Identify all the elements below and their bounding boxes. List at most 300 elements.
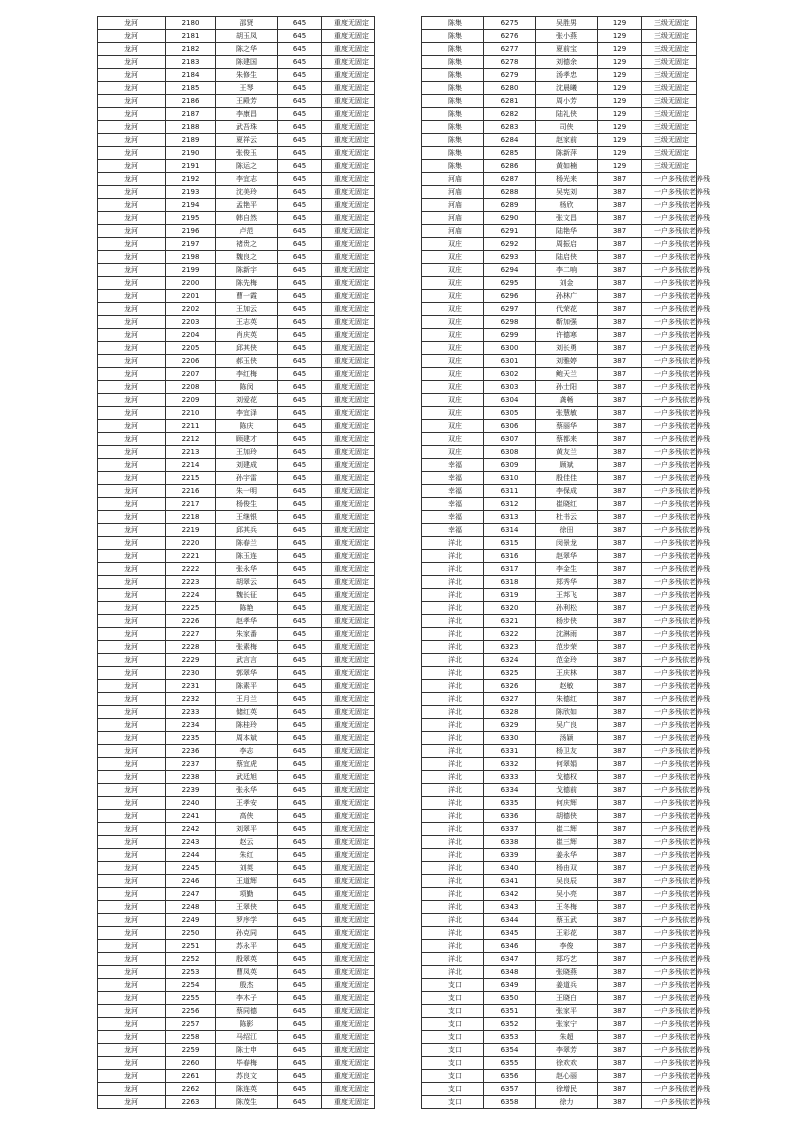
id-cell: 2195 [166, 212, 216, 225]
category-cell: 重度无固定 [322, 108, 375, 121]
id-cell: 2250 [166, 927, 216, 940]
category-cell: 三级无固定 [642, 82, 697, 95]
amount-cell: 129 [598, 17, 642, 30]
table-row [422, 1031, 697, 1044]
category-cell: 一户多残依老养残 [642, 1070, 697, 1083]
amount-cell: 645 [278, 69, 322, 82]
name-cell: 徐增民 [536, 1083, 598, 1096]
id-cell: 2210 [166, 407, 216, 420]
category-cell: 一户多残依老养残 [642, 199, 697, 212]
name-cell: 王翠侠 [216, 901, 278, 914]
amount-cell: 387 [598, 524, 642, 537]
amount-cell: 645 [278, 550, 322, 563]
amount-cell: 387 [598, 1096, 642, 1109]
town-cell: 洋北 [422, 784, 484, 797]
town-cell: 龙河 [98, 888, 166, 901]
amount-cell: 645 [278, 225, 322, 238]
table-row [422, 537, 697, 550]
amount-cell: 387 [598, 927, 642, 940]
category-cell: 一户多残依老养残 [642, 212, 697, 225]
category-cell: 重度无固定 [322, 381, 375, 394]
table-row [422, 927, 697, 940]
table-row [98, 745, 375, 758]
amount-cell: 645 [278, 719, 322, 732]
table-row [98, 576, 375, 589]
id-cell: 2182 [166, 43, 216, 56]
id-cell: 2223 [166, 576, 216, 589]
amount-cell: 387 [598, 550, 642, 563]
town-cell: 洋北 [422, 628, 484, 641]
id-cell: 6337 [484, 823, 536, 836]
table-row [422, 758, 697, 771]
category-cell: 重度无固定 [322, 95, 375, 108]
id-cell: 6329 [484, 719, 536, 732]
name-cell: 刘金 [536, 277, 598, 290]
category-cell: 重度无固定 [322, 121, 375, 134]
id-cell: 2254 [166, 979, 216, 992]
category-cell: 重度无固定 [322, 420, 375, 433]
id-cell: 6275 [484, 17, 536, 30]
category-cell: 一户多残依老养残 [642, 979, 697, 992]
category-cell: 重度无固定 [322, 550, 375, 563]
category-cell: 一户多残依老养残 [642, 953, 697, 966]
amount-cell: 645 [278, 329, 322, 342]
category-cell: 重度无固定 [322, 1057, 375, 1070]
category-cell: 重度无固定 [322, 498, 375, 511]
category-cell: 重度无固定 [322, 524, 375, 537]
table-row [422, 966, 697, 979]
name-cell: 李康昌 [216, 108, 278, 121]
name-cell: 陈艳 [216, 602, 278, 615]
id-cell: 6327 [484, 693, 536, 706]
town-cell: 龙河 [98, 771, 166, 784]
amount-cell: 387 [598, 823, 642, 836]
amount-cell: 645 [278, 732, 322, 745]
amount-cell: 645 [278, 706, 322, 719]
town-cell: 幸福 [422, 485, 484, 498]
amount-cell: 645 [278, 693, 322, 706]
table-row [422, 342, 697, 355]
table-row [422, 1018, 697, 1031]
id-cell: 2251 [166, 940, 216, 953]
table-row [98, 901, 375, 914]
amount-cell: 387 [598, 641, 642, 654]
amount-cell: 387 [598, 173, 642, 186]
town-cell: 洋北 [422, 615, 484, 628]
amount-cell: 645 [278, 1005, 322, 1018]
amount-cell: 645 [278, 173, 322, 186]
name-cell: 朱修生 [216, 69, 278, 82]
table-row [422, 69, 697, 82]
town-cell: 龙河 [98, 381, 166, 394]
table-row [422, 199, 697, 212]
category-cell: 重度无固定 [322, 303, 375, 316]
category-cell: 一户多残依老养残 [642, 238, 697, 251]
amount-cell: 387 [598, 914, 642, 927]
name-cell: 吴胜男 [536, 17, 598, 30]
table-row [98, 680, 375, 693]
table-row [98, 836, 375, 849]
table-row [98, 862, 375, 875]
amount-cell: 387 [598, 407, 642, 420]
town-cell: 龙河 [98, 706, 166, 719]
category-cell: 三级无固定 [642, 147, 697, 160]
id-cell: 2230 [166, 667, 216, 680]
table-row [422, 1070, 697, 1083]
amount-cell: 387 [598, 888, 642, 901]
name-cell: 李翠芳 [536, 1044, 598, 1057]
amount-cell: 645 [278, 823, 322, 836]
id-cell: 2212 [166, 433, 216, 446]
id-cell: 6325 [484, 667, 536, 680]
id-cell: 2217 [166, 498, 216, 511]
table-row [422, 888, 697, 901]
id-cell: 6342 [484, 888, 536, 901]
town-cell: 龙河 [98, 420, 166, 433]
table-row [422, 1005, 697, 1018]
category-cell: 重度无固定 [322, 927, 375, 940]
amount-cell: 645 [278, 56, 322, 69]
name-cell: 徐欢欢 [536, 1057, 598, 1070]
id-cell: 6308 [484, 446, 536, 459]
name-cell: 武廷旭 [216, 771, 278, 784]
amount-cell: 645 [278, 472, 322, 485]
amount-cell: 387 [598, 433, 642, 446]
town-cell: 双庄 [422, 355, 484, 368]
category-cell: 重度无固定 [322, 290, 375, 303]
name-cell: 周本斌 [216, 732, 278, 745]
name-cell: 刘雅婷 [536, 355, 598, 368]
amount-cell: 645 [278, 121, 322, 134]
category-cell: 三级无固定 [642, 43, 697, 56]
name-cell: 刘建成 [216, 459, 278, 472]
category-cell: 一户多残依老养残 [642, 225, 697, 238]
name-cell: 蔡丽华 [536, 420, 598, 433]
category-cell: 重度无固定 [322, 732, 375, 745]
category-cell: 一户多残依老养残 [642, 381, 697, 394]
town-cell: 支口 [422, 1044, 484, 1057]
id-cell: 6294 [484, 264, 536, 277]
name-cell: 蔡玉武 [536, 914, 598, 927]
town-cell: 洋北 [422, 836, 484, 849]
town-cell: 龙河 [98, 693, 166, 706]
name-cell: 许德寒 [536, 329, 598, 342]
category-cell: 重度无固定 [322, 82, 375, 95]
name-cell: 殷杰 [216, 979, 278, 992]
town-cell: 陈集 [422, 160, 484, 173]
name-cell: 张文昌 [536, 212, 598, 225]
amount-cell: 645 [278, 186, 322, 199]
table-row [422, 355, 697, 368]
amount-cell: 387 [598, 1057, 642, 1070]
id-cell: 6317 [484, 563, 536, 576]
town-cell: 龙河 [98, 121, 166, 134]
category-cell: 一户多残依老养残 [642, 992, 697, 1005]
town-cell: 龙河 [98, 927, 166, 940]
amount-cell: 645 [278, 355, 322, 368]
name-cell: 魏良之 [216, 251, 278, 264]
name-cell: 张小燕 [536, 30, 598, 43]
name-cell: 王月兰 [216, 693, 278, 706]
category-cell: 重度无固定 [322, 537, 375, 550]
name-cell: 王彩花 [536, 927, 598, 940]
category-cell: 重度无固定 [322, 914, 375, 927]
table-row [422, 836, 697, 849]
town-cell: 洋北 [422, 654, 484, 667]
name-cell: 赵敏 [536, 680, 598, 693]
id-cell: 2243 [166, 836, 216, 849]
id-cell: 6298 [484, 316, 536, 329]
category-cell: 一户多残依老养残 [642, 758, 697, 771]
amount-cell: 387 [598, 303, 642, 316]
town-cell: 龙河 [98, 992, 166, 1005]
category-cell: 一户多残依老养残 [642, 966, 697, 979]
town-cell: 陈集 [422, 69, 484, 82]
name-cell: 李二响 [536, 264, 598, 277]
category-cell: 重度无固定 [322, 576, 375, 589]
amount-cell: 387 [598, 563, 642, 576]
town-cell: 双庄 [422, 342, 484, 355]
category-cell: 重度无固定 [322, 43, 375, 56]
name-cell: 李保成 [536, 485, 598, 498]
town-cell: 双庄 [422, 264, 484, 277]
category-cell: 一户多残依老养残 [642, 888, 697, 901]
category-cell: 重度无固定 [322, 771, 375, 784]
table-row [98, 849, 375, 862]
id-cell: 2197 [166, 238, 216, 251]
id-cell: 2194 [166, 199, 216, 212]
amount-cell: 645 [278, 576, 322, 589]
amount-cell: 645 [278, 771, 322, 784]
category-cell: 重度无固定 [322, 1031, 375, 1044]
id-cell: 6334 [484, 784, 536, 797]
table-row [422, 160, 697, 173]
table-row [98, 667, 375, 680]
id-cell: 2227 [166, 628, 216, 641]
town-cell: 洋北 [422, 758, 484, 771]
category-cell: 重度无固定 [322, 160, 375, 173]
id-cell: 6343 [484, 901, 536, 914]
id-cell: 2181 [166, 30, 216, 43]
amount-cell: 387 [598, 1044, 642, 1057]
table-row [422, 212, 697, 225]
id-cell: 6324 [484, 654, 536, 667]
table-row [98, 1005, 375, 1018]
name-cell: 马绍江 [216, 1031, 278, 1044]
table-row [422, 602, 697, 615]
id-cell: 6302 [484, 368, 536, 381]
category-cell: 重度无固定 [322, 888, 375, 901]
amount-cell: 645 [278, 511, 322, 524]
amount-cell: 387 [598, 355, 642, 368]
category-cell: 一户多残依老养残 [642, 576, 697, 589]
category-cell: 重度无固定 [322, 849, 375, 862]
table-row [422, 706, 697, 719]
table-row [98, 199, 375, 212]
id-cell: 6353 [484, 1031, 536, 1044]
id-cell: 6322 [484, 628, 536, 641]
town-cell: 龙河 [98, 1070, 166, 1083]
id-cell: 2214 [166, 459, 216, 472]
category-cell: 重度无固定 [322, 264, 375, 277]
amount-cell: 387 [598, 186, 642, 199]
town-cell: 双庄 [422, 368, 484, 381]
category-cell: 重度无固定 [322, 589, 375, 602]
category-cell: 一户多残依老养残 [642, 446, 697, 459]
amount-cell: 645 [278, 134, 322, 147]
amount-cell: 387 [598, 316, 642, 329]
name-cell: 杜书云 [536, 511, 598, 524]
id-cell: 6284 [484, 134, 536, 147]
category-cell: 重度无固定 [322, 1005, 375, 1018]
town-cell: 龙河 [98, 212, 166, 225]
table-row [422, 771, 697, 784]
town-cell: 龙河 [98, 914, 166, 927]
town-cell: 幸福 [422, 498, 484, 511]
table-row [98, 342, 375, 355]
table-row [98, 654, 375, 667]
town-cell: 洋北 [422, 966, 484, 979]
category-cell: 重度无固定 [322, 30, 375, 43]
table-row [98, 628, 375, 641]
name-cell: 夏祥云 [216, 134, 278, 147]
name-cell: 曹一霞 [216, 290, 278, 303]
name-cell: 朱超 [536, 1031, 598, 1044]
category-cell: 一户多残依老养残 [642, 329, 697, 342]
category-cell: 一户多残依老养残 [642, 1083, 697, 1096]
amount-cell: 645 [278, 901, 322, 914]
category-cell: 三级无固定 [642, 160, 697, 173]
category-cell: 三级无固定 [642, 134, 697, 147]
town-cell: 龙河 [98, 784, 166, 797]
town-cell: 陈集 [422, 134, 484, 147]
amount-cell: 387 [598, 706, 642, 719]
category-cell: 一户多残依老养残 [642, 303, 697, 316]
town-cell: 龙河 [98, 836, 166, 849]
category-cell: 一户多残依老养残 [642, 849, 697, 862]
id-cell: 6336 [484, 810, 536, 823]
id-cell: 6279 [484, 69, 536, 82]
name-cell: 夏前宝 [536, 43, 598, 56]
category-cell: 一户多残依老养残 [642, 498, 697, 511]
category-cell: 一户多残依老养残 [642, 589, 697, 602]
name-cell: 郭翠华 [216, 667, 278, 680]
id-cell: 6331 [484, 745, 536, 758]
name-cell: 王孝安 [216, 797, 278, 810]
town-cell: 洋北 [422, 667, 484, 680]
amount-cell: 645 [278, 316, 322, 329]
table-row [422, 82, 697, 95]
id-cell: 2260 [166, 1057, 216, 1070]
name-cell: 李木子 [216, 992, 278, 1005]
name-cell: 周小芳 [536, 95, 598, 108]
amount-cell: 129 [598, 108, 642, 121]
category-cell: 一户多残依老养残 [642, 927, 697, 940]
town-cell: 龙河 [98, 563, 166, 576]
category-cell: 一户多残依老养残 [642, 654, 697, 667]
table-row [98, 420, 375, 433]
category-cell: 一户多残依老养残 [642, 563, 697, 576]
town-cell: 龙河 [98, 69, 166, 82]
id-cell: 2262 [166, 1083, 216, 1096]
name-cell: 王晓白 [536, 992, 598, 1005]
id-cell: 6339 [484, 849, 536, 862]
name-cell: 李红梅 [216, 368, 278, 381]
category-cell: 重度无固定 [322, 563, 375, 576]
category-cell: 重度无固定 [322, 1096, 375, 1109]
category-cell: 重度无固定 [322, 277, 375, 290]
id-cell: 2196 [166, 225, 216, 238]
amount-cell: 387 [598, 940, 642, 953]
amount-cell: 645 [278, 433, 322, 446]
id-cell: 6351 [484, 1005, 536, 1018]
category-cell: 重度无固定 [322, 433, 375, 446]
id-cell: 6347 [484, 953, 536, 966]
name-cell: 褚贵之 [216, 238, 278, 251]
table-row [98, 537, 375, 550]
table-row [422, 316, 697, 329]
table-row [422, 823, 697, 836]
table-row [422, 30, 697, 43]
town-cell: 双庄 [422, 329, 484, 342]
amount-cell: 645 [278, 797, 322, 810]
name-cell: 周振启 [536, 238, 598, 251]
id-cell: 2183 [166, 56, 216, 69]
id-cell: 6356 [484, 1070, 536, 1083]
town-cell: 洋北 [422, 797, 484, 810]
category-cell: 一户多残依老养残 [642, 745, 697, 758]
id-cell: 6285 [484, 147, 536, 160]
town-cell: 龙河 [98, 147, 166, 160]
amount-cell: 387 [598, 576, 642, 589]
id-cell: 6312 [484, 498, 536, 511]
category-cell: 一户多残依老养残 [642, 355, 697, 368]
town-cell: 龙河 [98, 264, 166, 277]
town-cell: 支口 [422, 1005, 484, 1018]
amount-cell: 387 [598, 329, 642, 342]
id-cell: 6358 [484, 1096, 536, 1109]
town-cell: 双庄 [422, 433, 484, 446]
table-row [422, 784, 697, 797]
id-cell: 6346 [484, 940, 536, 953]
category-cell: 重度无固定 [322, 966, 375, 979]
town-cell: 龙河 [98, 1044, 166, 1057]
table-row [422, 667, 697, 680]
id-cell: 2185 [166, 82, 216, 95]
id-cell: 2213 [166, 446, 216, 459]
name-cell: 项勤 [216, 888, 278, 901]
table-row [98, 719, 375, 732]
id-cell: 2236 [166, 745, 216, 758]
category-cell: 一户多残依老养残 [642, 251, 697, 264]
table-row [98, 1031, 375, 1044]
name-cell: 鲍天兰 [536, 368, 598, 381]
amount-cell: 645 [278, 953, 322, 966]
amount-cell: 387 [598, 602, 642, 615]
id-cell: 2208 [166, 381, 216, 394]
town-cell: 洋北 [422, 823, 484, 836]
amount-cell: 645 [278, 849, 322, 862]
name-cell: 闵景龙 [536, 537, 598, 550]
id-cell: 6320 [484, 602, 536, 615]
category-cell: 重度无固定 [322, 875, 375, 888]
id-cell: 6304 [484, 394, 536, 407]
table-row [98, 992, 375, 1005]
id-cell: 2221 [166, 550, 216, 563]
name-cell: 何翠娟 [536, 758, 598, 771]
category-cell: 重度无固定 [322, 1070, 375, 1083]
town-cell: 支口 [422, 1031, 484, 1044]
